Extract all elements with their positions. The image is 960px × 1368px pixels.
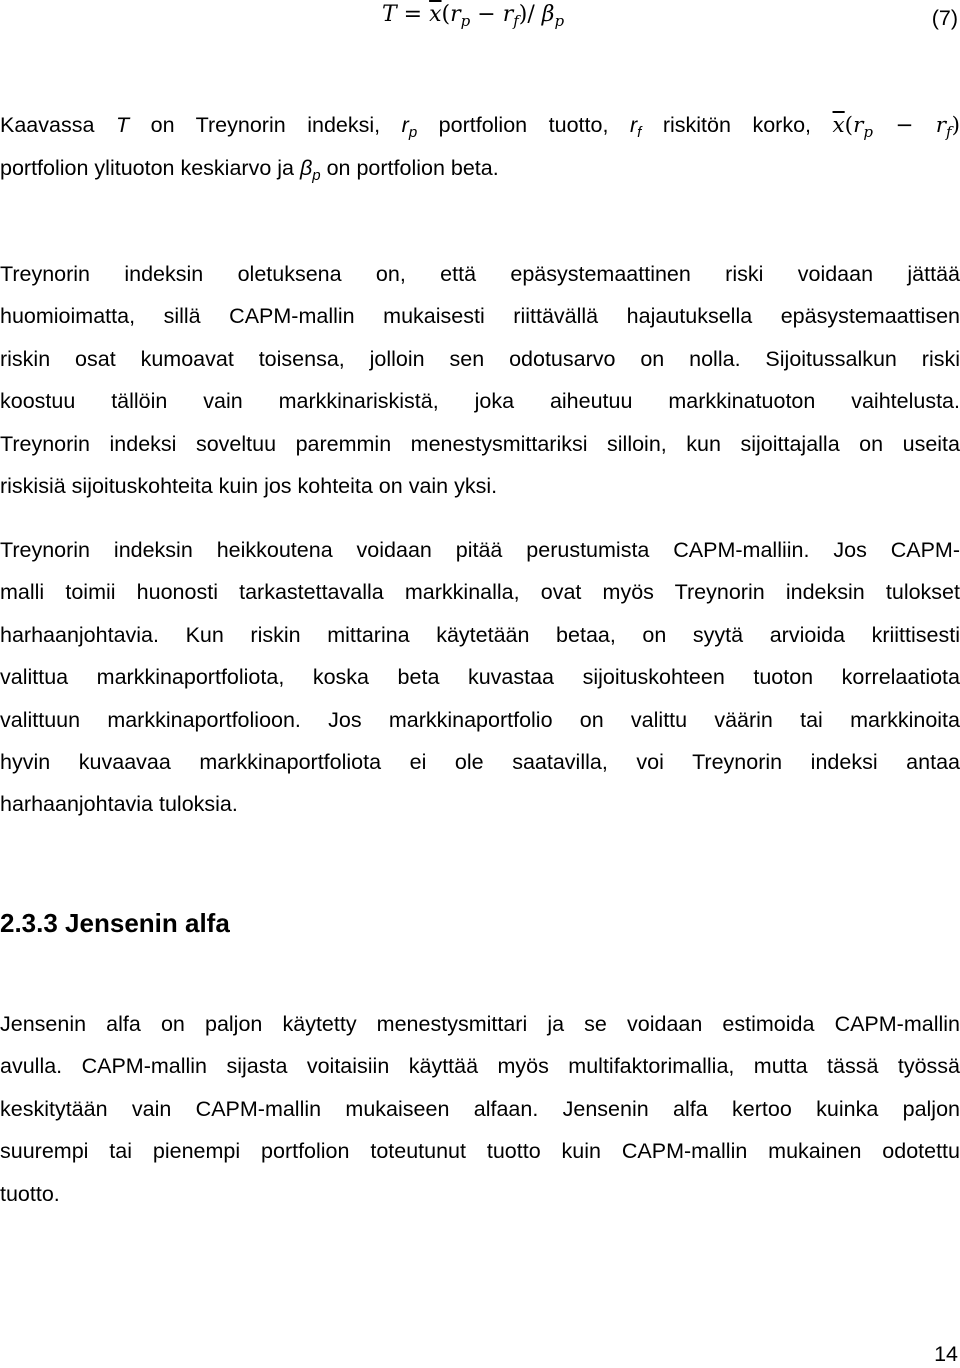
paragraph-line: suurempi tai pienempi portfolion toteutunut tuotto kuin CAPM-mallin mukainen odotettu	[0, 1139, 960, 1164]
eq-rf: r	[502, 2, 514, 27]
eq-rf-sub: f	[513, 12, 519, 30]
eq-minus: −	[470, 2, 503, 27]
formula-r: r	[853, 113, 864, 138]
paragraph-line	[0, 104, 960, 147]
paragraph-line: harhaanjohtavia. Kun riskin mittarina käytetään betaa, on syytä arvioida kriittisesti	[0, 622, 960, 647]
formula-open-paren: (	[844, 113, 854, 138]
var-r-sub: p	[408, 124, 418, 141]
inline-formula	[832, 113, 960, 141]
paragraph-line: riskin osat kumoavat toisensa, jolloin sen odotusarvo on nolla. Sijoitussalkun riski	[0, 346, 960, 371]
text: on Treynorin indeksi,	[129, 113, 402, 137]
var-r: r	[401, 113, 409, 137]
paragraph-line: harhaanjohtavia tuloksia.	[0, 792, 238, 817]
formula-r: r	[935, 113, 947, 138]
paragraph-definitions	[0, 104, 960, 190]
paragraph-line: Treynorin indeksin oletuksena on, että epäsystemaattinen riski voidaan jättää	[0, 262, 960, 286]
var-t: T	[115, 113, 130, 137]
equation-treynor	[382, 2, 565, 30]
section-heading: 2.3.3 Jensenin alfa	[0, 908, 230, 938]
paragraph-line: malli toimii huonosti tarkastettavalla markkinalla, ovat myös Treynorin indeksin tulokset	[0, 580, 960, 605]
text: on portfolion beta.	[320, 156, 499, 181]
text: Kaavassa	[0, 113, 116, 137]
page-number: 14	[934, 1342, 958, 1366]
paragraph-line: Jensenin alfa on paljon käytetty menestysmittari ja se voidaan estimoida CAPM-mallin	[0, 1012, 960, 1036]
paragraph-line: tuotto.	[0, 1181, 60, 1206]
text: portfolion tuotto,	[417, 113, 630, 137]
paragraph-line: riskisiä sijoituskohteita kuin jos kohteita on vain yksi.	[0, 474, 498, 499]
text: riskitön korko,	[641, 113, 833, 137]
paragraph-line: huomioimatta, sillä CAPM-mallin mukaisesti riittävällä hajautuksella epäsystemaattisen	[0, 304, 960, 329]
eq-beta: β	[541, 2, 555, 27]
eq-rp-sub: p	[460, 12, 471, 30]
paragraph-line: avulla. CAPM-mallin sijasta voitaisiin käyttää myös multifaktorimallia, mutta tässä työssä	[0, 1054, 960, 1079]
eq-rp: r	[450, 2, 461, 27]
paragraph-line: Treynorin indeksi soveltuu paremmin menestysmittariksi silloin, kun sijoittajalla on useita	[0, 431, 960, 456]
formula-xbar: $\overline{x}$	[832, 113, 845, 138]
paragraph-treynor-assumption	[0, 253, 960, 507]
var-beta: β	[299, 156, 313, 181]
paragraph-line: valittuun markkinaportfolioon. Jos markkinaportfolio on valittu väärin tai markkinoita	[0, 707, 960, 732]
eq-lhs: T	[382, 2, 397, 27]
paragraph-line: hyvin kuvaavaa markkinaportfoliota ei ole saatavilla, voi Treynorin indeksi antaa	[0, 750, 960, 775]
formula-r-sub: p	[863, 123, 873, 141]
eq-xbar: $\overline{x}$	[429, 2, 442, 27]
formula-close-paren: )	[951, 113, 960, 138]
eq-equals: =	[396, 2, 430, 27]
paragraph-line: Treynorin indeksin heikkoutena voidaan pitää perustumista CAPM-malliin. Jos CAPM-	[0, 538, 960, 562]
paragraph-jensen-alpha	[0, 1003, 960, 1215]
formula-minus: −	[872, 113, 936, 138]
paragraph-line: koostuu tällöin vain markkinariskistä, joka aiheutuu markkinatuoton vaihtelusta.	[0, 389, 960, 414]
paragraph-line: keskitytään vain CAPM-mallin mukaiseen alfaan. Jensenin alfa kertoo kuinka paljon	[0, 1096, 960, 1121]
equation-number: (7)	[931, 6, 958, 30]
eq-divide: /	[527, 2, 542, 27]
paragraph-treynor-weakness	[0, 529, 960, 826]
eq-open-paren: (	[441, 2, 451, 27]
paragraph-line	[0, 147, 960, 189]
eq-close-paren: )	[518, 2, 528, 27]
eq-beta-sub: p	[554, 12, 565, 30]
text: portfolion ylituoton keskiarvo ja	[0, 156, 300, 181]
paragraph-line: valittua markkinaportfoliota, koska beta kuvastaa sijoituskohteen tuoton korrelaatiota	[0, 665, 960, 690]
var-beta-sub: p	[312, 167, 321, 185]
var-r-sub: f	[637, 124, 642, 141]
var-r: r	[629, 113, 638, 137]
formula-r-sub: f	[946, 123, 952, 141]
